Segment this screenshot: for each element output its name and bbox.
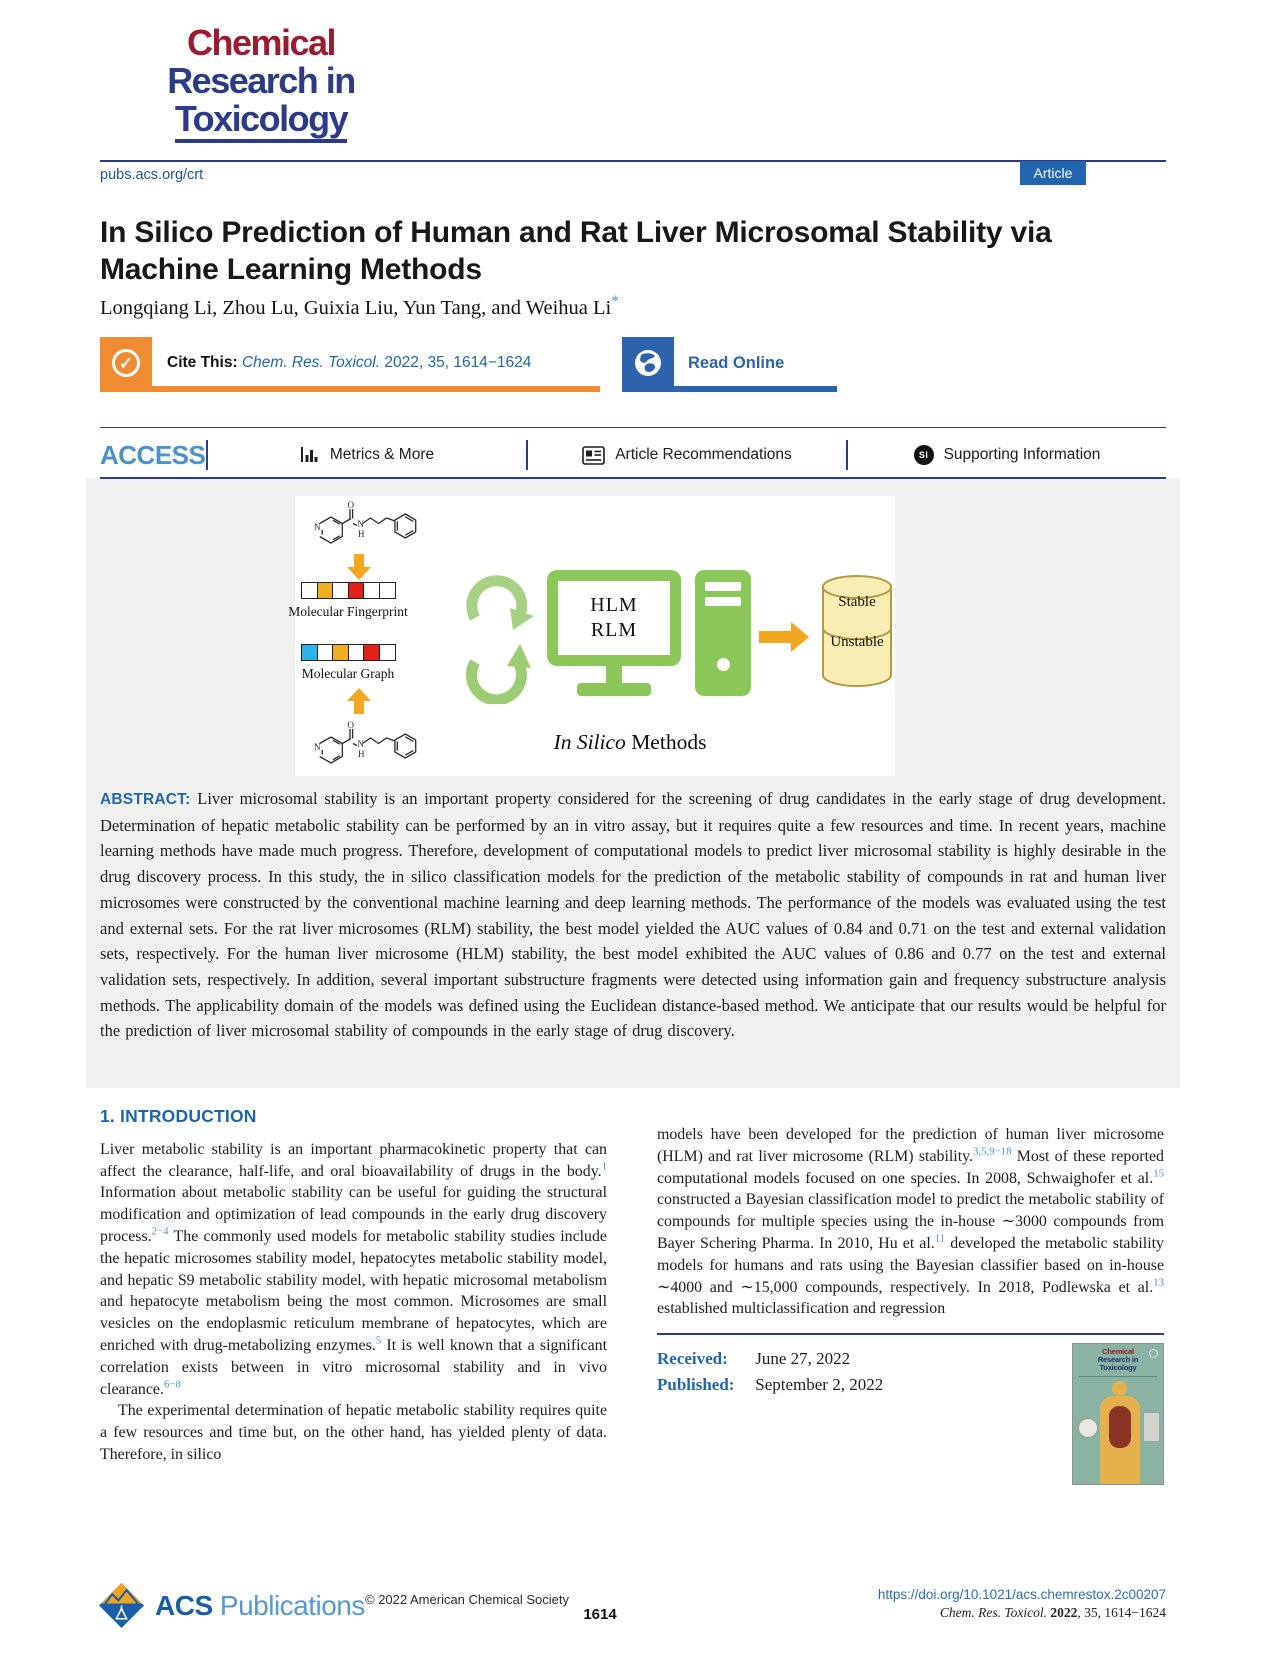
database-cylinder-illustration bbox=[819, 572, 895, 692]
intro-paragraph-1: Liver metabolic stability is an important pharmacokinetic property that can affect the clearance, half-life, and oral bioavailability of drugs in the body.$^1$ Information about metabolic stability can be useful for guiding the structural modification and optimization of lead compounds in the early drug discovery process.$^{2-4}$ The commonly used models for metabolic stability studies include the hepatic microsomes stability model, hepatocytes metabolic stability model, and hepatic S9 metabolic stability model, with hepatic microsomal metabolism and hepatocyte metabolism being the most common. Microsomes are small vesicles on the endoplasmic reticulum membrane of hepatocytes, which are enriched with drug-metabolizing enzymes.$^5$ It is well known that a significant correlation exists between in vitro microsomal stability and in vivo clearance.$^{6-8}$ bbox=[100, 1140, 607, 1398]
journal-url-link[interactable]: pubs.acs.org/crt bbox=[100, 167, 204, 183]
svg-text:H: H bbox=[358, 529, 365, 539]
journal-logo bbox=[166, 24, 356, 146]
cover-figure-head bbox=[1112, 1381, 1127, 1396]
recommendations-icon bbox=[582, 446, 605, 465]
cite-journal-abbrev: Chem. Res. Toxicol. bbox=[241, 354, 381, 371]
svg-text:N: N bbox=[314, 522, 321, 532]
header-rule bbox=[100, 160, 1166, 162]
graph-label: Molecular Graph bbox=[301, 666, 395, 681]
body-column-right bbox=[657, 1106, 1164, 1493]
cover-logo-line2: Research in bbox=[1097, 1355, 1139, 1365]
svg-text:O: O bbox=[347, 500, 354, 510]
graphical-abstract-figure bbox=[288, 496, 895, 776]
fingerprint-label: Molecular Fingerprint bbox=[288, 604, 408, 619]
si-icon: SI bbox=[914, 445, 934, 465]
access-link[interactable]: ACCESS bbox=[100, 439, 206, 470]
svg-text:N: N bbox=[314, 742, 321, 752]
down-arrow-icon bbox=[347, 554, 371, 580]
acs-bold-text: ACS bbox=[155, 1589, 213, 1621]
cite-this-bar[interactable] bbox=[100, 340, 600, 392]
metrics-and-more-link[interactable]: Metrics & More bbox=[208, 445, 526, 465]
unstable-label: Unstable bbox=[830, 634, 884, 650]
cover-figure-organs bbox=[1109, 1406, 1131, 1448]
svg-text:H: H bbox=[358, 749, 365, 759]
svg-text:O: O bbox=[347, 720, 354, 730]
cite-reference: 2022, 35, 1614−1624 bbox=[384, 354, 532, 371]
corresponding-author-link[interactable]: * bbox=[611, 293, 619, 311]
read-online-label: Read Online bbox=[688, 353, 785, 372]
journal-logo-line1: Chemical bbox=[186, 22, 336, 63]
received-label: Received: bbox=[657, 1349, 728, 1369]
journal-cover-thumbnail[interactable] bbox=[1072, 1343, 1164, 1485]
doi-link[interactable]: https://doi.org/10.1021/acs.chemrestox.2c00207 bbox=[877, 1587, 1166, 1602]
acs-diamond-icon bbox=[98, 1582, 145, 1629]
computer-tower-illustration bbox=[695, 570, 751, 696]
molecule-structure-top bbox=[309, 500, 441, 552]
supporting-information-link[interactable]: SI Supporting Information bbox=[848, 445, 1166, 465]
footer-citation: Chem. Res. Toxicol. 2022, 35, 1614−1624 bbox=[939, 1605, 1166, 1620]
journal-logo-line3: Toxicology bbox=[175, 100, 347, 143]
svg-text:N: N bbox=[357, 739, 364, 749]
page-number: 1614 bbox=[583, 1606, 617, 1623]
cycle-arrow-bottom-icon bbox=[461, 640, 539, 704]
article-type-badge: Article bbox=[1020, 161, 1086, 185]
bar-chart-icon bbox=[300, 445, 320, 465]
article-title bbox=[100, 214, 1120, 288]
computer-monitor-illustration bbox=[547, 570, 681, 666]
intro-paragraph-3: models have been developed for the prediction of human liver microsome (HLM) and rat liver microsome (RLM) stability.$^{3,5,9-18}$ Most of these reported computational models focused on one species. In 2008, Schwaighofer et al.$^{15}$ constructed a Bayesian classification model to predict the metabolic stability of compounds for multiple species using the in-house ∼3000 compounds from Bayer Schering Pharma. In 2010, Hu et al.$^{11}$ developed the metabolic stability models for humans and rats using the Bayesian classifier based on in-house ∼4000 and ∼15,000 compounds, respectively. In 2018, Podlewska et al.$^{13}$ established multiclassification and regression bbox=[657, 1126, 1164, 1318]
fingerprint-bit-row bbox=[301, 582, 396, 599]
svg-text:N: N bbox=[357, 519, 364, 529]
article-title-line2: Machine Learning Methods bbox=[100, 253, 482, 286]
cover-logo-line3: Toxicology bbox=[1099, 1363, 1137, 1373]
journal-logo-line2: Research in bbox=[167, 60, 355, 101]
monitor-stand bbox=[606, 666, 622, 683]
cite-check-icon: ✓ bbox=[100, 337, 152, 389]
published-date: September 2, 2022 bbox=[755, 1375, 884, 1395]
published-label: Published: bbox=[657, 1375, 735, 1395]
abstract-label: ABSTRACT: bbox=[100, 791, 191, 808]
article-title-line1: In Silico Prediction of Human and Rat Liver Microsomal Stability via bbox=[100, 216, 1052, 249]
article-body bbox=[100, 1106, 1164, 1493]
divider-rule bbox=[100, 477, 1166, 479]
cover-logo-line1: Chemical bbox=[1102, 1347, 1134, 1357]
publications-text: Publications bbox=[212, 1589, 365, 1621]
section-heading-introduction: 1. INTRODUCTION bbox=[100, 1106, 257, 1126]
body-column-left bbox=[100, 1106, 607, 1493]
monitor-text-rlm: RLM bbox=[590, 619, 638, 641]
figure-caption: In Silico Methods bbox=[553, 730, 707, 754]
divider-rule bbox=[100, 427, 1166, 428]
article-recommendations-link[interactable]: Article Recommendations bbox=[528, 446, 846, 465]
graph-bit-row bbox=[301, 644, 396, 661]
up-arrow-icon bbox=[347, 688, 371, 714]
monitor-base bbox=[577, 683, 651, 696]
acs-publications-logo[interactable] bbox=[98, 1582, 365, 1629]
dates-box bbox=[657, 1333, 1164, 1493]
stable-label: Stable bbox=[838, 594, 876, 610]
right-arrow-icon bbox=[759, 622, 809, 652]
molecule-structure-bottom bbox=[309, 720, 441, 772]
abstract-text: Liver microsomal stability is an important property considered for the screening of drug candidates in the early stage of drug development. Determination of hepatic metabolic stability can be performed by an in vitro assay, but it requires quite a few resources and time. In recent years, machine learning methods have made much progress. Therefore, development of computational models to predict liver microsomal stability is highly desirable in the drug discovery process. In this study, the in silico classification models for the prediction of the metabolic stability of compounds in rat and human liver microsomes were constructed by the conventional machine learning and deep learning methods. The performance of the models was evaluated using the test and external sets. For the rat liver microsomes (RLM) stability, the best model yielded the AUC values of 0.84 and 0.71 on the test and external validation sets, respectively. For the human liver microsome (HLM) stability, the best model exhibited the AUC values of 0.86 and 0.77 on the test and external validation sets, respectively. In addition, several important substructure fragments were detected using information gain and frequency substructure analysis methods. The applicability domain of the models was defined using the Euclidean distance-based method. We anticipate that our results would be helpful for the prediction of liver microsomal stability of compounds in the early stage of drug discovery. bbox=[100, 789, 1166, 1041]
abstract-section bbox=[86, 478, 1180, 1088]
cite-this-label: Cite This: bbox=[167, 354, 238, 371]
read-online-button[interactable] bbox=[622, 340, 837, 392]
globe-icon bbox=[622, 337, 674, 389]
monitor-text-hlm: HLM bbox=[590, 594, 638, 616]
received-date: June 27, 2022 bbox=[755, 1349, 851, 1369]
abstract-paragraph bbox=[100, 786, 1166, 1044]
cycle-arrow-top-icon bbox=[461, 570, 539, 634]
intro-paragraph-2: The experimental determination of hepatic metabolic stability requires quite a few resources and time but, on the other hand, has yielded plenty of data. Therefore, in silico bbox=[100, 1402, 607, 1463]
article-access-bar bbox=[100, 436, 1166, 474]
copyright-notice: © 2022 American Chemical Society bbox=[365, 1592, 569, 1607]
author-list: Longqiang Li, Zhou Lu, Guixia Liu, Yun Tang, and Weihua Li* bbox=[100, 293, 619, 319]
